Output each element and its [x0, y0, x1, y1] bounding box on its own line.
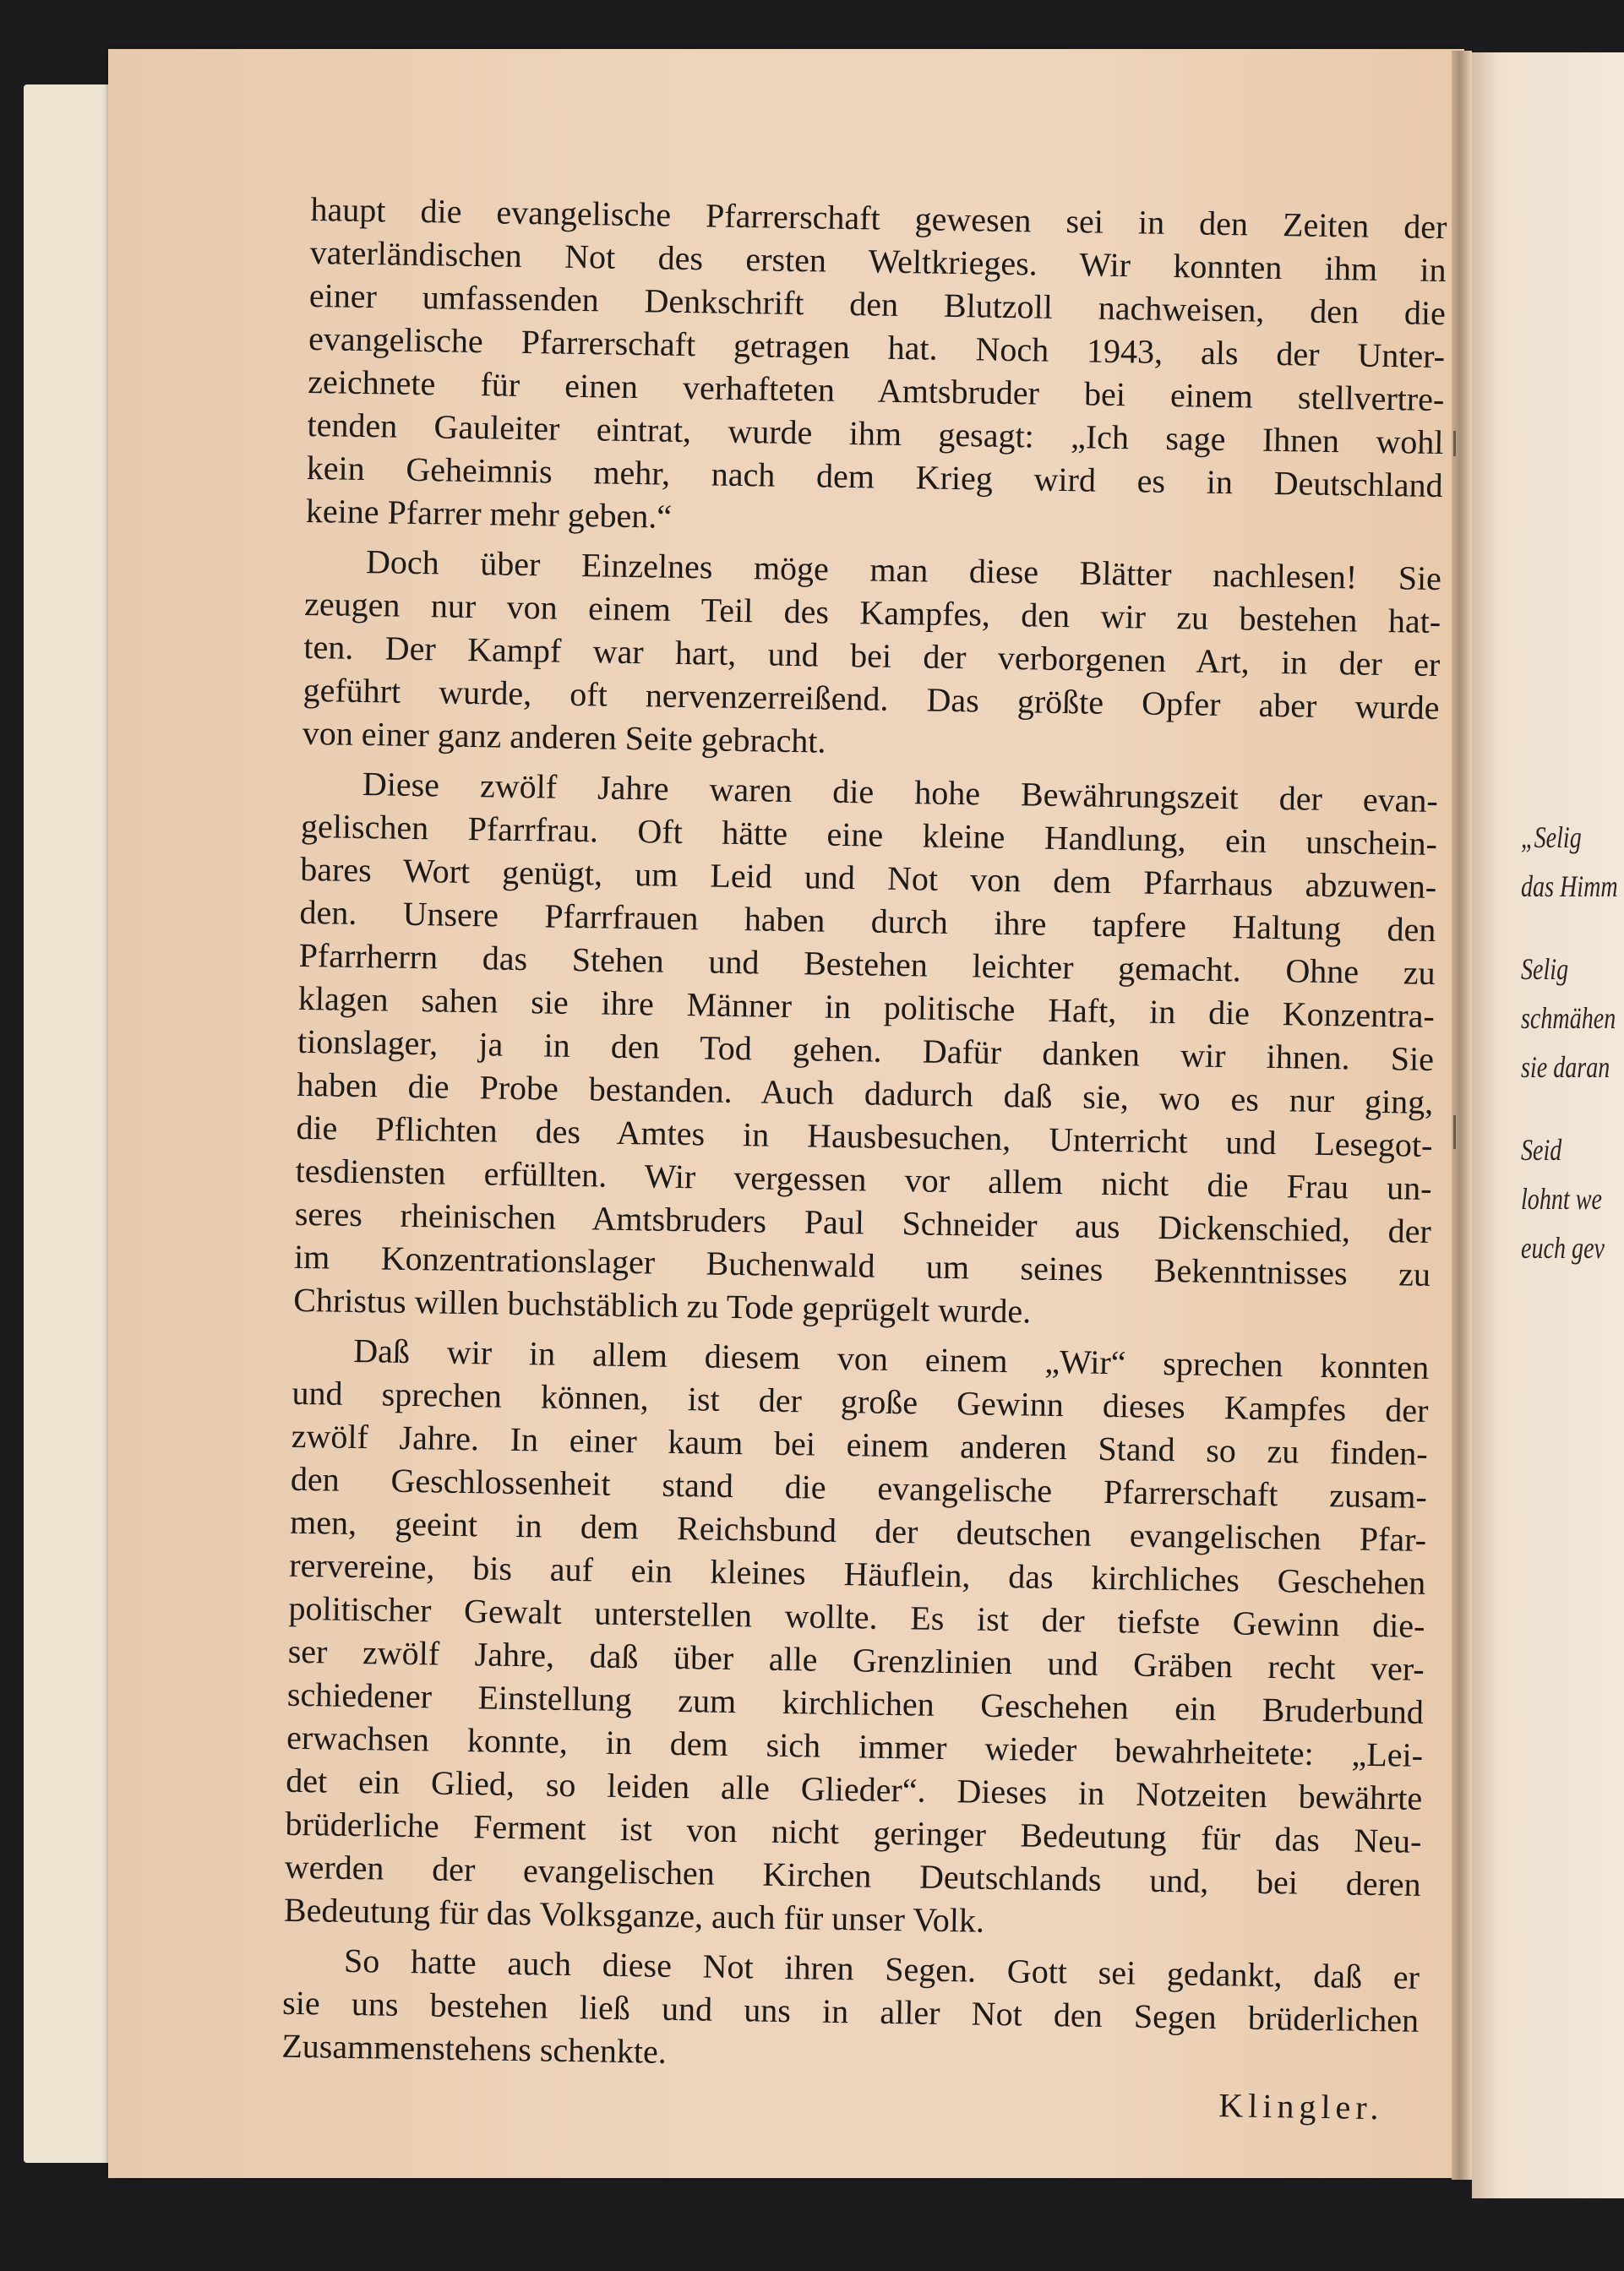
text-line: Bedeutung für das Volksganze, auch für unser Volk. [283, 1890, 985, 1940]
text-line: haupt die evangelische Pfarrerschaft gewesen sei in den Zeiten der [310, 189, 1447, 247]
facing-text-line: schmähen [1521, 1001, 1616, 1035]
author-signature: Klingler. [1218, 2086, 1384, 2127]
text-line: Christus willen buchstäblich zu Tode geprügelt wurde. [292, 1280, 1032, 1331]
text-line: det ein Glied, so leiden alle Glieder“. Dieses in Notzeiten bewährte [286, 1761, 1423, 1817]
text-line: men, geeint in dem Reichsbund der deutschen evangelischen Pfar- [289, 1502, 1427, 1559]
text-line: politischer Gewalt unterstellen wollte. Es ist der tiefste Gewinn die- [288, 1588, 1425, 1645]
text-line: vaterländischen Not des ersten Weltkrieges. Wir konnten ihm in [309, 232, 1447, 290]
text-line: zeugen nur von einem Teil des Kampfes, den wir zu bestehen hat- [303, 584, 1441, 641]
text-line: und sprechen können, ist der große Gewinn dieses Kampfes der [292, 1373, 1429, 1430]
text-line: schiedener Einstellung zum kirchlichen Geschehen ein Bruderbund [286, 1675, 1425, 1731]
text-line: kein Geheimnis mehr, nach dem Krieg wird es in Deutschland [306, 448, 1443, 505]
text-line: Pfarrherrn das Stehen und Bestehen leichter gemacht. Ohne zu [298, 935, 1436, 993]
text-line: keine Pfarrer mehr geben.“ [305, 491, 673, 536]
text-line: den. Unsere Pfarrfrauen haben durch ihre tapfere Haltung den [299, 892, 1436, 950]
facing-text-line: lohnt we [1521, 1182, 1602, 1216]
text-line: haben die Probe bestanden. Auch dadurch daß sie, wo es nur ging, [296, 1065, 1434, 1121]
facing-text-line: sie daran [1521, 1050, 1610, 1084]
edge-mark [1453, 1115, 1456, 1149]
facing-page [1472, 52, 1624, 2198]
text-line: werden der evangelischen Kirchen Deutschlands und, bei deren [284, 1847, 1421, 1903]
page-edge [1452, 51, 1472, 2180]
edge-mark [1453, 431, 1456, 456]
text-line: Zusammenstehens schenkte. [281, 2026, 668, 2071]
text-line: ten. Der Kampf war hart, und bei der verborgenen Art, in der er [303, 627, 1441, 684]
spacer [1521, 1092, 1624, 1125]
facing-page-text [1521, 813, 1624, 1272]
text-line: zeichnete für einen verhafteten Amtsbruder bei einem stellvertre- [308, 362, 1445, 419]
text-line: klagen sahen sie ihre Männer in politische Haft, in die Konzentra- [297, 978, 1436, 1036]
text-line: brüderliche Ferment ist von nicht geringer Bedeutung für das Neu- [285, 1804, 1422, 1860]
text-line: rervereine, bis auf ein kleines Häuflein, das kirchliches Geschehen [289, 1545, 1426, 1602]
text-line: ser zwölf Jahre, daß über alle Grenzlinien und Gräben recht ver- [287, 1631, 1425, 1688]
text-line: So hatte auch diese Not ihren Segen. Gott sei gedankt, daß er [343, 1941, 1420, 1996]
paragraph-1 [306, 188, 1447, 550]
text-line: die Pflichten des Amtes in Hausbesuchen, Unterricht und Lesegot- [296, 1108, 1433, 1164]
paragraph-4 [284, 1328, 1430, 1949]
text-line: im Konzentrationslager Buchenwald um seines Bekenntnisses zu [293, 1237, 1431, 1293]
facing-text-line: Selig [1521, 952, 1569, 986]
paragraph-3 [293, 761, 1438, 1339]
text-line: Daß wir in allem diesem von einem „Wir“ sprechen konnten [353, 1331, 1430, 1386]
text-line: einer umfassenden Denkschrift den Blutzoll nachweisen, den die [308, 275, 1447, 333]
text-line: tionslager, ja in den Tod gehen. Dafür danken wir ihnen. Sie [297, 1021, 1435, 1078]
text-line: tesdiensten erfüllten. Wir vergessen vor allem nicht die Frau un- [295, 1151, 1432, 1207]
facing-text-line: euch gev [1521, 1231, 1605, 1265]
text-line: geführt wurde, oft nervenzerreißend. Das größte Opfer aber wurde [302, 670, 1440, 727]
text-line: bares Wort genügt, um Leid und Not von dem Pfarrhaus abzuwen- [299, 849, 1437, 907]
facing-text-line: das Himm [1521, 869, 1618, 903]
text-line: gelischen Pfarrfrau. Oft hätte eine kleine Handlung, ein unschein- [300, 806, 1438, 863]
text-line: von einer ganz anderen Seite gebracht. [302, 713, 826, 760]
text-line: zwölf Jahre. In einer kaum bei einem anderen Stand so zu finden- [291, 1416, 1428, 1473]
text-line: Doch über Einzelnes möge man diese Blätter nachlesen! Sie [365, 542, 1442, 598]
text-line: Diese zwölf Jahre waren die hohe Bewährungszeit der evan- [362, 765, 1439, 820]
text-line: sie uns bestehen ließ und uns in aller Not den Segen brüderlichen [281, 1983, 1420, 2040]
page-text [281, 188, 1447, 2130]
paragraph-5 [281, 1938, 1420, 2085]
facing-text-line: „Selig [1521, 820, 1582, 854]
text-line: seres rheinischen Amtsbruders Paul Schneider aus Dickenschied, der [294, 1194, 1432, 1250]
spacer [1521, 911, 1624, 945]
facing-text-line: Seid [1521, 1133, 1562, 1167]
text-line: erwachsen konnte, in dem sich immer wieder bewahrheitete: „Lei- [286, 1718, 1424, 1774]
text-line: tenden Gauleiter eintrat, wurde ihm gesagt: „Ich sage Ihnen wohl [307, 405, 1444, 462]
paragraph-2 [302, 539, 1441, 772]
text-line: evangelische Pfarrerschaft getragen hat. Noch 1943, als der Unter- [308, 319, 1446, 376]
text-line: den Geschlossenheit stand die evangelische Pfarrerschaft zusam- [290, 1459, 1428, 1516]
